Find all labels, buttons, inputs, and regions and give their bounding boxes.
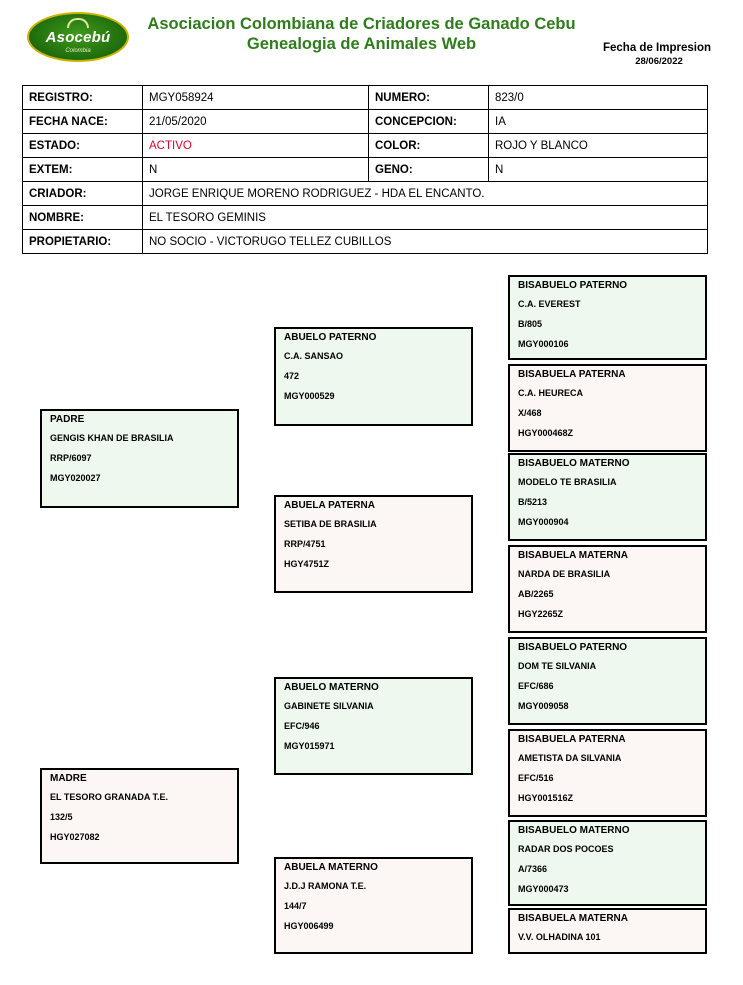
propietario-label: PROPIETARIO: [23, 230, 143, 254]
madre-heading: MADRE [50, 773, 87, 784]
abuela-paterna-heading: ABUELA PATERNA [284, 500, 375, 511]
bis6-name: AMETISTA DA SILVANIA [518, 753, 622, 763]
bis2-code: X/468 [518, 408, 542, 418]
abuela-materno-name: J.D.J RAMONA T.E. [284, 881, 367, 891]
registro-label: REGISTRO: [23, 86, 143, 110]
bis5-code: EFC/686 [518, 681, 554, 691]
bis3-name: MODELO TE BRASILIA [518, 477, 617, 487]
logo-text: Asocebú [45, 29, 111, 46]
page-title: Asociacion Colombiana de Criadores de Ganado Cebu [147, 15, 576, 33]
bis3-heading: BISABUELO MATERNO [518, 458, 630, 469]
bisabuelo-materno-card-1 [508, 453, 707, 541]
bis8-heading: BISABUELA MATERNA [518, 913, 628, 924]
table-row [23, 206, 708, 230]
abuelo-materno-code: EFC/946 [284, 721, 320, 731]
bisabuelo-paterno-card-1 [508, 275, 707, 360]
fecha-nace-label: FECHA NACE: [23, 110, 143, 134]
geno-label: GENO: [369, 158, 489, 182]
padre-name: GENGIS KHAN DE BRASILIA [50, 433, 174, 443]
bis1-heading: BISABUELO PATERNO [518, 280, 628, 291]
propietario-value: NO SOCIO - VICTORUGO TELLEZ CUBILLOS [143, 230, 708, 254]
bis4-reg: HGY2265Z [518, 609, 564, 619]
bis5-heading: BISABUELO PATERNO [518, 642, 628, 653]
bis2-reg: HGY000468Z [518, 428, 574, 438]
abuela-paterna-card [274, 495, 473, 593]
abuelo-paterno-name: C.A. SANSAO [284, 351, 344, 361]
bis6-reg: HGY001516Z [518, 793, 574, 803]
madre-code: 132/5 [50, 812, 73, 822]
extem-value: N [143, 158, 369, 182]
bis4-heading: BISABUELA MATERNA [518, 550, 628, 561]
bis3-reg: MGY000904 [518, 517, 569, 527]
bis1-name: C.A. EVEREST [518, 299, 581, 309]
bisabuelo-materno-card-2 [508, 820, 707, 906]
bis7-name: RADAR DOS POCOES [518, 844, 614, 854]
bis7-heading: BISABUELO MATERNO [518, 825, 630, 836]
estado-label: ESTADO: [23, 134, 143, 158]
madre-reg: HGY027082 [50, 832, 100, 842]
extem-label: EXTEM: [23, 158, 143, 182]
abuelo-materno-reg: MGY015971 [284, 741, 335, 751]
bis6-heading: BISABUELA PATERNA [518, 734, 626, 745]
bis4-code: AB/2265 [518, 589, 554, 599]
bisabuelo-paterno-card-2 [508, 637, 707, 725]
bis8-name: V.V. OLHADINA 101 [518, 932, 601, 942]
concepcion-label: CONCEPCION: [369, 110, 489, 134]
bis6-code: EFC/516 [518, 773, 554, 783]
numero-label: NUMERO: [369, 86, 489, 110]
table-row [23, 134, 708, 158]
table-row [23, 182, 708, 206]
bis1-code: B/805 [518, 319, 543, 329]
geno-value: N [489, 158, 708, 182]
logo-subtext: Colombia [65, 48, 91, 54]
table-row [23, 158, 708, 182]
bis2-heading: BISABUELA PATERNA [518, 369, 626, 380]
madre-name: EL TESORO GRANADA T.E. [50, 792, 169, 802]
bis1-reg: MGY000106 [518, 339, 569, 349]
table-row [23, 230, 708, 254]
bisabuela-materna-card-1 [508, 545, 707, 633]
abuela-materno-code: 144/7 [284, 901, 307, 911]
abuelo-materno-card [274, 677, 473, 775]
bis7-reg: MGY000473 [518, 884, 569, 894]
bisabuela-paterna-card-1 [508, 364, 707, 452]
abuela-paterna-code: RRP/4751 [284, 539, 326, 549]
concepcion-value: IA [489, 110, 708, 134]
nombre-label: NOMBRE: [23, 206, 143, 230]
padre-card [40, 409, 239, 508]
criador-value: JORGE ENRIQUE MORENO RODRIGUEZ - HDA EL ENCANTO. [143, 182, 708, 206]
bis2-name: C.A. HEURECA [518, 388, 584, 398]
bis5-reg: MGY009058 [518, 701, 569, 711]
bis5-name: DOM TE SILVANIA [518, 661, 597, 671]
registro-value: MGY058924 [143, 86, 369, 110]
padre-heading: PADRE [50, 414, 85, 425]
abuela-materno-reg: HGY006499 [284, 921, 334, 931]
bis3-code: B/5213 [518, 497, 548, 507]
estado-value: ACTIVO [143, 134, 369, 158]
color-label: COLOR: [369, 134, 489, 158]
abuelo-materno-name: GABINETE SILVANIA [284, 701, 374, 711]
abuelo-paterno-reg: MGY000529 [284, 391, 335, 401]
abuelo-paterno-card [274, 327, 473, 426]
padre-reg: MGY020027 [50, 473, 101, 483]
madre-card [40, 768, 239, 864]
padre-code: RRP/6097 [50, 453, 92, 463]
print-date-label: Fecha de Impresion [602, 42, 711, 54]
abuelo-materno-heading: ABUELO MATERNO [284, 682, 379, 693]
abuela-paterna-name: SETIBA DE BRASILIA [284, 519, 377, 529]
abuelo-paterno-heading: ABUELO PATERNO [284, 332, 377, 343]
table-row [23, 110, 708, 134]
abuela-materno-heading: ABUELA MATERNO [284, 862, 378, 873]
bis4-name: NARDA DE BRASILIA [518, 569, 611, 579]
bisabuela-materna-card-2 [508, 908, 707, 954]
criador-label: CRIADOR: [23, 182, 143, 206]
table-row [23, 86, 708, 110]
bisabuela-paterna-card-2 [508, 729, 707, 817]
color-value: ROJO Y BLANCO [489, 134, 708, 158]
page-subtitle: Genealogia de Animales Web [246, 35, 477, 53]
bis7-code: A/7366 [518, 864, 548, 874]
fecha-nace-value: 21/05/2020 [143, 110, 369, 134]
print-date: 28/06/2022 [635, 56, 683, 67]
abuela-paterna-reg: HGY4751Z [284, 559, 330, 569]
animal-info-table [22, 85, 708, 254]
abuelo-paterno-code: 472 [284, 371, 300, 381]
nombre-value: EL TESORO GEMINIS [143, 206, 708, 230]
abuela-materno-card [274, 857, 473, 954]
numero-value: 823/0 [489, 86, 708, 110]
